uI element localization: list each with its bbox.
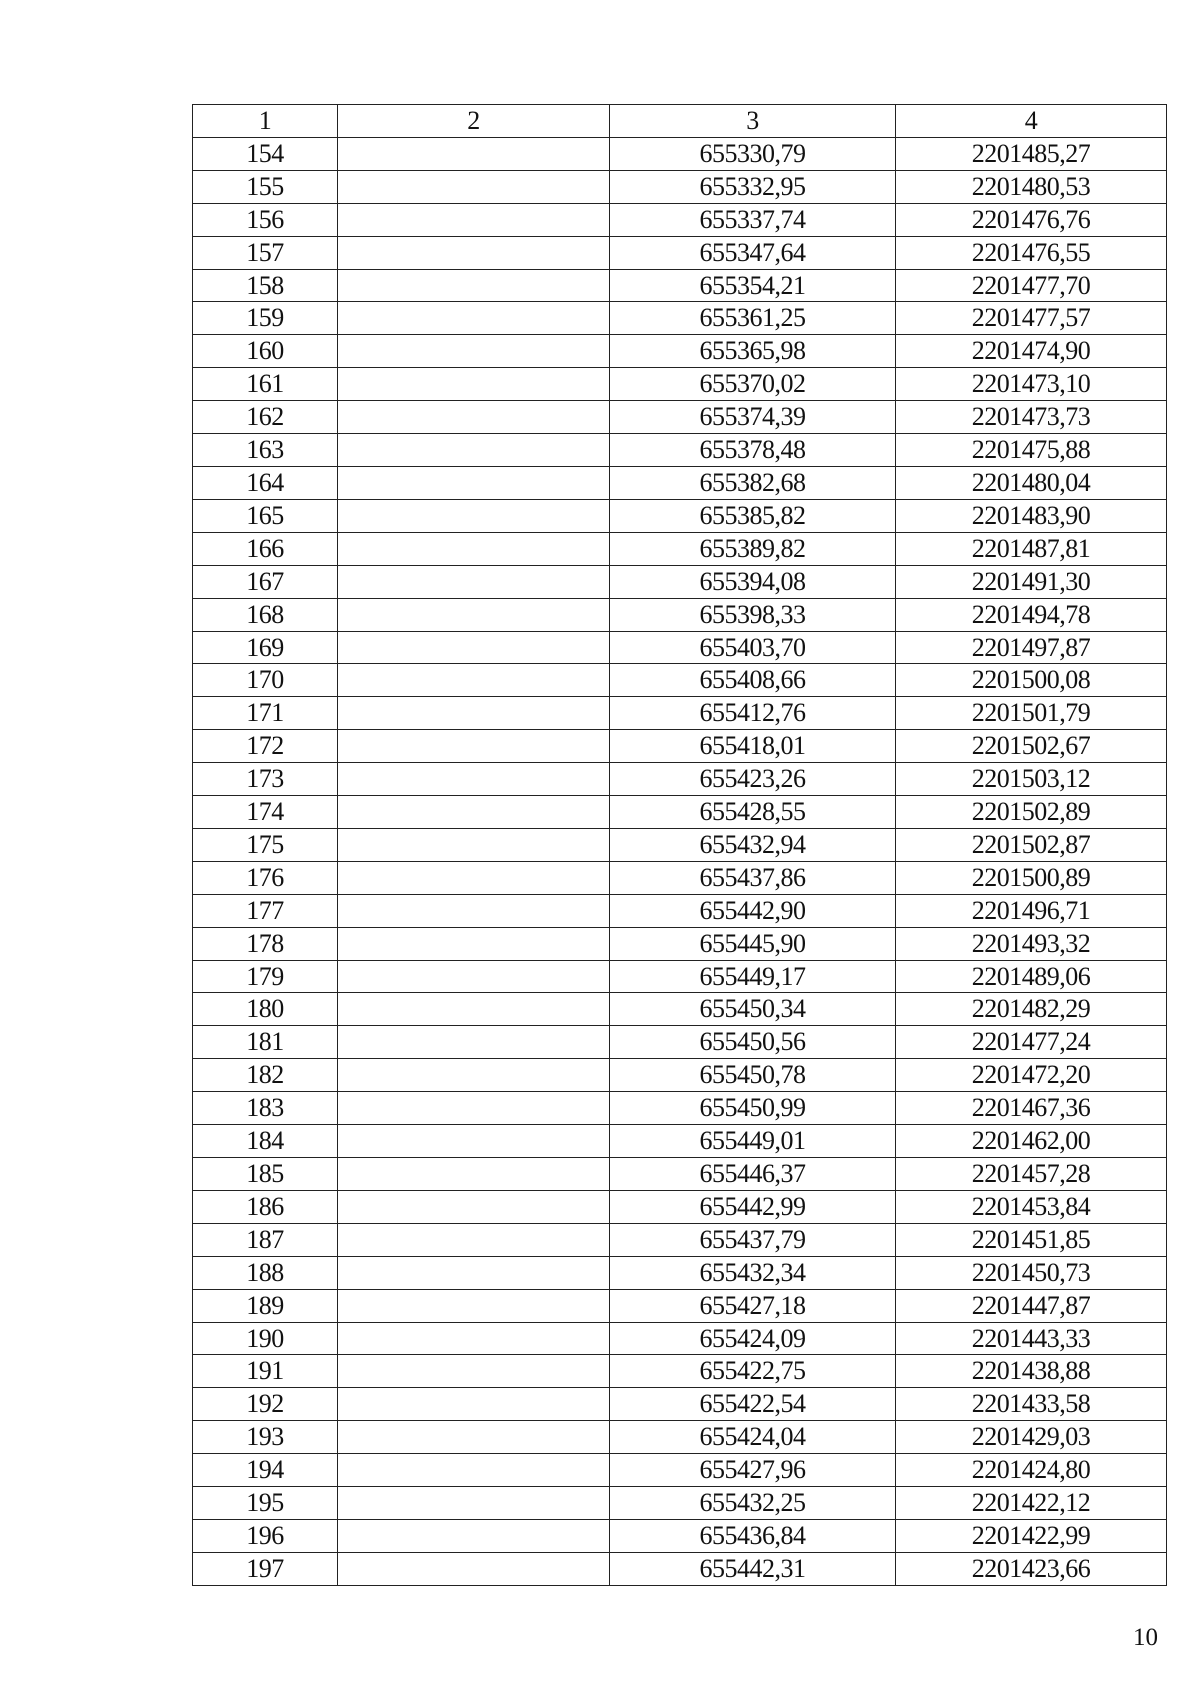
x-coordinate-cell: 655449,01	[610, 1125, 896, 1158]
y-coordinate-cell: 2201502,87	[896, 828, 1167, 861]
point-number-cell: 167	[193, 565, 338, 598]
point-number-cell: 174	[193, 796, 338, 829]
x-coordinate-cell: 655432,34	[610, 1256, 896, 1289]
x-coordinate-cell: 655449,17	[610, 960, 896, 993]
x-coordinate-cell: 655330,79	[610, 137, 896, 170]
x-coordinate-cell: 655398,33	[610, 598, 896, 631]
table-row	[193, 1125, 1167, 1158]
x-coordinate-cell: 655408,66	[610, 664, 896, 697]
x-coordinate-cell: 655442,90	[610, 894, 896, 927]
x-coordinate-cell: 655450,99	[610, 1092, 896, 1125]
table-row	[193, 598, 1167, 631]
description-cell	[338, 960, 610, 993]
table-row	[193, 1256, 1167, 1289]
table-row	[193, 796, 1167, 829]
description-cell	[338, 1519, 610, 1552]
description-cell	[338, 1158, 610, 1191]
table-row	[193, 1190, 1167, 1223]
x-coordinate-cell: 655446,37	[610, 1158, 896, 1191]
description-cell	[338, 434, 610, 467]
y-coordinate-cell: 2201424,80	[896, 1454, 1167, 1487]
description-cell	[338, 269, 610, 302]
y-coordinate-cell: 2201451,85	[896, 1223, 1167, 1256]
point-number-cell: 164	[193, 466, 338, 499]
description-cell	[338, 1487, 610, 1520]
y-coordinate-cell: 2201447,87	[896, 1289, 1167, 1322]
y-coordinate-cell: 2201422,99	[896, 1519, 1167, 1552]
point-number-cell: 186	[193, 1190, 338, 1223]
description-cell	[338, 368, 610, 401]
description-cell	[338, 203, 610, 236]
point-number-cell: 158	[193, 269, 338, 302]
point-number-cell: 169	[193, 631, 338, 664]
description-cell	[338, 697, 610, 730]
page-number: 10	[1133, 1624, 1158, 1651]
y-coordinate-cell: 2201475,88	[896, 434, 1167, 467]
x-coordinate-cell: 655432,94	[610, 828, 896, 861]
y-coordinate-cell: 2201433,58	[896, 1388, 1167, 1421]
y-coordinate-cell: 2201485,27	[896, 137, 1167, 170]
x-coordinate-cell: 655389,82	[610, 532, 896, 565]
x-coordinate-cell: 655337,74	[610, 203, 896, 236]
y-coordinate-cell: 2201502,89	[896, 796, 1167, 829]
description-cell	[338, 1059, 610, 1092]
table-row	[193, 1388, 1167, 1421]
x-coordinate-cell: 655347,64	[610, 236, 896, 269]
x-coordinate-cell: 655361,25	[610, 302, 896, 335]
description-cell	[338, 861, 610, 894]
y-coordinate-cell: 2201487,81	[896, 532, 1167, 565]
table-row	[193, 236, 1167, 269]
y-coordinate-cell: 2201491,30	[896, 565, 1167, 598]
description-cell	[338, 631, 610, 664]
table-row	[193, 466, 1167, 499]
x-coordinate-cell: 655432,25	[610, 1487, 896, 1520]
y-coordinate-cell: 2201457,28	[896, 1158, 1167, 1191]
x-coordinate-cell: 655450,34	[610, 993, 896, 1026]
point-number-cell: 173	[193, 763, 338, 796]
y-coordinate-cell: 2201482,29	[896, 993, 1167, 1026]
column-header-1: 1	[193, 105, 338, 138]
x-coordinate-cell: 655374,39	[610, 401, 896, 434]
table-row	[193, 1026, 1167, 1059]
description-cell	[338, 894, 610, 927]
description-cell	[338, 401, 610, 434]
y-coordinate-cell: 2201476,55	[896, 236, 1167, 269]
y-coordinate-cell: 2201422,12	[896, 1487, 1167, 1520]
y-coordinate-cell: 2201473,10	[896, 368, 1167, 401]
point-number-cell: 177	[193, 894, 338, 927]
x-coordinate-cell: 655424,09	[610, 1322, 896, 1355]
y-coordinate-cell: 2201477,70	[896, 269, 1167, 302]
column-header-4: 4	[896, 105, 1167, 138]
y-coordinate-cell: 2201477,24	[896, 1026, 1167, 1059]
point-number-cell: 175	[193, 828, 338, 861]
point-number-cell: 159	[193, 302, 338, 335]
x-coordinate-cell: 655378,48	[610, 434, 896, 467]
table-row	[193, 1158, 1167, 1191]
point-number-cell: 171	[193, 697, 338, 730]
x-coordinate-cell: 655354,21	[610, 269, 896, 302]
table-row	[193, 335, 1167, 368]
y-coordinate-cell: 2201480,04	[896, 466, 1167, 499]
description-cell	[338, 1289, 610, 1322]
description-cell	[338, 598, 610, 631]
y-coordinate-cell: 2201450,73	[896, 1256, 1167, 1289]
table-row	[193, 170, 1167, 203]
y-coordinate-cell: 2201480,53	[896, 170, 1167, 203]
table-row	[193, 1552, 1167, 1585]
y-coordinate-cell: 2201473,73	[896, 401, 1167, 434]
description-cell	[338, 730, 610, 763]
point-number-cell: 172	[193, 730, 338, 763]
y-coordinate-cell: 2201443,33	[896, 1322, 1167, 1355]
description-cell	[338, 828, 610, 861]
table-row	[193, 1092, 1167, 1125]
table-row	[193, 1289, 1167, 1322]
y-coordinate-cell: 2201493,32	[896, 927, 1167, 960]
point-number-cell: 176	[193, 861, 338, 894]
y-coordinate-cell: 2201483,90	[896, 499, 1167, 532]
table-row	[193, 1421, 1167, 1454]
y-coordinate-cell: 2201496,71	[896, 894, 1167, 927]
y-coordinate-cell: 2201477,57	[896, 302, 1167, 335]
column-header-3: 3	[610, 105, 896, 138]
point-number-cell: 183	[193, 1092, 338, 1125]
y-coordinate-cell: 2201462,00	[896, 1125, 1167, 1158]
y-coordinate-cell: 2201497,87	[896, 631, 1167, 664]
point-number-cell: 168	[193, 598, 338, 631]
point-number-cell: 184	[193, 1125, 338, 1158]
x-coordinate-cell: 655445,90	[610, 927, 896, 960]
x-coordinate-cell: 655403,70	[610, 631, 896, 664]
y-coordinate-cell: 2201472,20	[896, 1059, 1167, 1092]
point-number-cell: 182	[193, 1059, 338, 1092]
x-coordinate-cell: 655422,75	[610, 1355, 896, 1388]
point-number-cell: 185	[193, 1158, 338, 1191]
description-cell	[338, 1190, 610, 1223]
table-row	[193, 1454, 1167, 1487]
description-cell	[338, 1256, 610, 1289]
table-row	[193, 1355, 1167, 1388]
point-number-cell: 178	[193, 927, 338, 960]
x-coordinate-cell: 655385,82	[610, 499, 896, 532]
y-coordinate-cell: 2201429,03	[896, 1421, 1167, 1454]
table-row	[193, 269, 1167, 302]
table-row	[193, 927, 1167, 960]
x-coordinate-cell: 655394,08	[610, 565, 896, 598]
x-coordinate-cell: 655427,96	[610, 1454, 896, 1487]
x-coordinate-cell: 655450,56	[610, 1026, 896, 1059]
y-coordinate-cell: 2201489,06	[896, 960, 1167, 993]
description-cell	[338, 499, 610, 532]
table-row	[193, 565, 1167, 598]
x-coordinate-cell: 655428,55	[610, 796, 896, 829]
description-cell	[338, 302, 610, 335]
description-cell	[338, 1388, 610, 1421]
point-number-cell: 155	[193, 170, 338, 203]
description-cell	[338, 335, 610, 368]
x-coordinate-cell: 655382,68	[610, 466, 896, 499]
table-row	[193, 1487, 1167, 1520]
description-cell	[338, 170, 610, 203]
point-number-cell: 166	[193, 532, 338, 565]
x-coordinate-cell: 655450,78	[610, 1059, 896, 1092]
x-coordinate-cell: 655332,95	[610, 170, 896, 203]
description-cell	[338, 1552, 610, 1585]
point-number-cell: 189	[193, 1289, 338, 1322]
table-row	[193, 730, 1167, 763]
description-cell	[338, 1322, 610, 1355]
coordinates-table	[192, 104, 1167, 1586]
point-number-cell: 188	[193, 1256, 338, 1289]
x-coordinate-cell: 655365,98	[610, 335, 896, 368]
point-number-cell: 180	[193, 993, 338, 1026]
point-number-cell: 194	[193, 1454, 338, 1487]
table-row	[193, 894, 1167, 927]
x-coordinate-cell: 655437,79	[610, 1223, 896, 1256]
y-coordinate-cell: 2201474,90	[896, 335, 1167, 368]
point-number-cell: 165	[193, 499, 338, 532]
table-row	[193, 137, 1167, 170]
table-row	[193, 499, 1167, 532]
point-number-cell: 161	[193, 368, 338, 401]
table-row	[193, 401, 1167, 434]
table-row	[193, 1519, 1167, 1552]
description-cell	[338, 137, 610, 170]
point-number-cell: 192	[193, 1388, 338, 1421]
table-body	[193, 137, 1167, 1585]
point-number-cell: 162	[193, 401, 338, 434]
x-coordinate-cell: 655427,18	[610, 1289, 896, 1322]
description-cell	[338, 1125, 610, 1158]
y-coordinate-cell: 2201502,67	[896, 730, 1167, 763]
point-number-cell: 163	[193, 434, 338, 467]
description-cell	[338, 927, 610, 960]
description-cell	[338, 1421, 610, 1454]
point-number-cell: 181	[193, 1026, 338, 1059]
table-header-row	[193, 105, 1167, 138]
column-header-2: 2	[338, 105, 610, 138]
y-coordinate-cell: 2201500,89	[896, 861, 1167, 894]
x-coordinate-cell: 655370,02	[610, 368, 896, 401]
table-row	[193, 960, 1167, 993]
table-row	[193, 532, 1167, 565]
description-cell	[338, 1454, 610, 1487]
table-row	[193, 861, 1167, 894]
table-row	[193, 828, 1167, 861]
table-row	[193, 631, 1167, 664]
y-coordinate-cell: 2201476,76	[896, 203, 1167, 236]
table-row	[193, 1059, 1167, 1092]
y-coordinate-cell: 2201423,66	[896, 1552, 1167, 1585]
x-coordinate-cell: 655423,26	[610, 763, 896, 796]
description-cell	[338, 664, 610, 697]
table-row	[193, 664, 1167, 697]
point-number-cell: 154	[193, 137, 338, 170]
description-cell	[338, 236, 610, 269]
table-row	[193, 434, 1167, 467]
table-row	[193, 763, 1167, 796]
point-number-cell: 193	[193, 1421, 338, 1454]
point-number-cell: 170	[193, 664, 338, 697]
table-row	[193, 697, 1167, 730]
x-coordinate-cell: 655422,54	[610, 1388, 896, 1421]
description-cell	[338, 763, 610, 796]
table-row	[193, 203, 1167, 236]
point-number-cell: 156	[193, 203, 338, 236]
table-row	[193, 368, 1167, 401]
table-row	[193, 993, 1167, 1026]
description-cell	[338, 532, 610, 565]
description-cell	[338, 1092, 610, 1125]
point-number-cell: 160	[193, 335, 338, 368]
x-coordinate-cell: 655418,01	[610, 730, 896, 763]
point-number-cell: 190	[193, 1322, 338, 1355]
point-number-cell: 195	[193, 1487, 338, 1520]
y-coordinate-cell: 2201500,08	[896, 664, 1167, 697]
description-cell	[338, 796, 610, 829]
x-coordinate-cell: 655442,31	[610, 1552, 896, 1585]
x-coordinate-cell: 655412,76	[610, 697, 896, 730]
point-number-cell: 179	[193, 960, 338, 993]
description-cell	[338, 1223, 610, 1256]
description-cell	[338, 565, 610, 598]
point-number-cell: 191	[193, 1355, 338, 1388]
point-number-cell: 197	[193, 1552, 338, 1585]
y-coordinate-cell: 2201453,84	[896, 1190, 1167, 1223]
x-coordinate-cell: 655442,99	[610, 1190, 896, 1223]
y-coordinate-cell: 2201467,36	[896, 1092, 1167, 1125]
x-coordinate-cell: 655424,04	[610, 1421, 896, 1454]
point-number-cell: 157	[193, 236, 338, 269]
y-coordinate-cell: 2201438,88	[896, 1355, 1167, 1388]
table-row	[193, 1322, 1167, 1355]
description-cell	[338, 993, 610, 1026]
table-row	[193, 302, 1167, 335]
x-coordinate-cell: 655436,84	[610, 1519, 896, 1552]
description-cell	[338, 466, 610, 499]
y-coordinate-cell: 2201503,12	[896, 763, 1167, 796]
y-coordinate-cell: 2201494,78	[896, 598, 1167, 631]
y-coordinate-cell: 2201501,79	[896, 697, 1167, 730]
description-cell	[338, 1355, 610, 1388]
table-row	[193, 1223, 1167, 1256]
x-coordinate-cell: 655437,86	[610, 861, 896, 894]
point-number-cell: 196	[193, 1519, 338, 1552]
point-number-cell: 187	[193, 1223, 338, 1256]
description-cell	[338, 1026, 610, 1059]
